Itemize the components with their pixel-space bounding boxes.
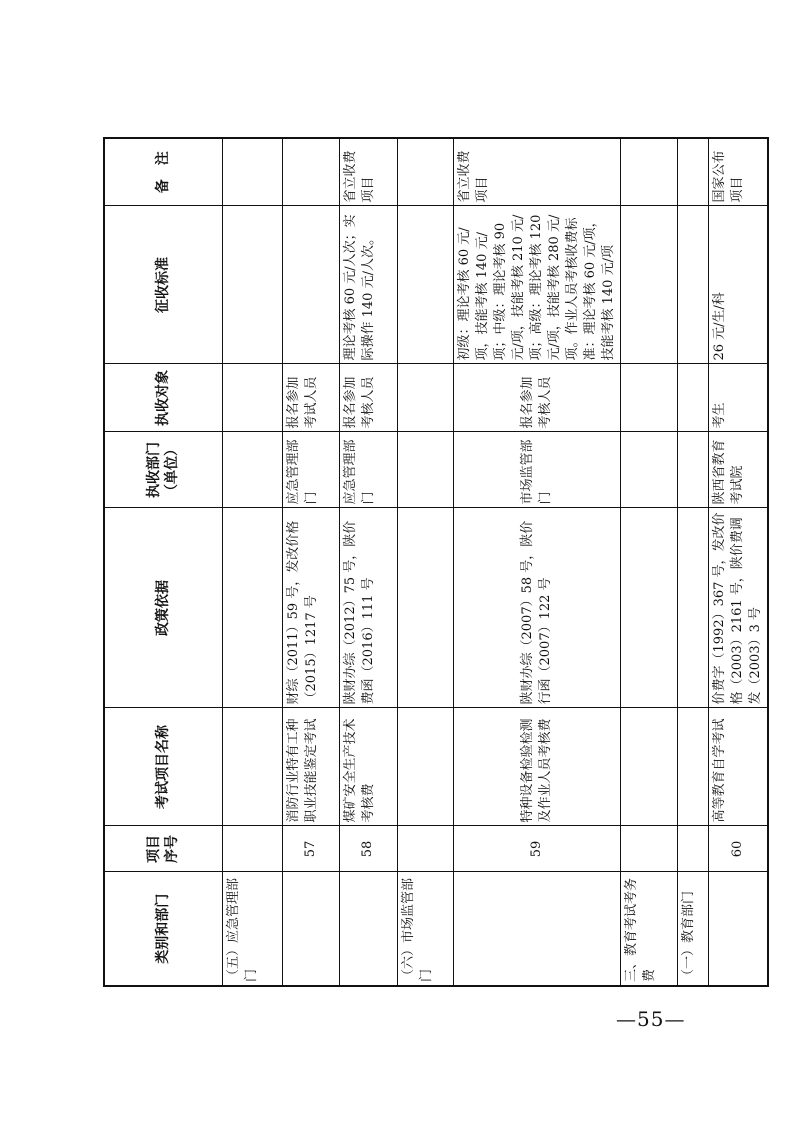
cell-dept: 应急管理部门	[282, 432, 339, 508]
cell-policy: 陕财办综（2012）75 号，陕价费函（2016）111 号	[339, 508, 397, 708]
cell-item: 高等教育自学考试	[708, 708, 768, 826]
cell-remark	[677, 138, 708, 206]
cell-item: 特种设备检验检测及作业人员考核费	[453, 708, 620, 826]
cell-category: （五）应急管理部门	[222, 872, 282, 986]
cell-dept	[620, 432, 677, 508]
cell-target: 考生	[708, 364, 768, 432]
cell-category	[282, 872, 339, 986]
header-category: 类别和部门	[104, 872, 222, 986]
cell-remark	[222, 138, 282, 206]
cell-seq: 60	[708, 826, 768, 872]
cell-category: （六）市场监管部门	[397, 872, 453, 986]
cell-policy: 财综（2011）59 号，发改价格（2015）1217 号	[282, 508, 339, 708]
cell-target	[677, 364, 708, 432]
cell-dept: 市场监管部门	[453, 432, 620, 508]
cell-policy: 价费字（1992）367 号，发改价格（2003）2161 号，陕价费调发（2003）3 号	[708, 508, 768, 708]
cell-seq	[620, 826, 677, 872]
cell-seq	[677, 826, 708, 872]
table-row	[397, 138, 453, 986]
table-row	[282, 138, 339, 986]
cell-dept	[222, 432, 282, 508]
cell-standard: 初级：理论考核 60 元/项，技能考核 140 元/项；中级：理论考核 90 元/项，技能考核 210 元/项；高级：理论考核 120 元/项，技能考核 280 元/项。作业人员考核收费标准：理论考核 60 元/项，技能考核 140 元/项	[453, 206, 620, 364]
header-seq: 项目序号	[104, 826, 222, 872]
header-policy: 政策依据	[104, 508, 222, 708]
cell-policy: 陕财办综（2007）58 号，陕价行函（2007）122 号	[453, 508, 620, 708]
rotated-table-container	[103, 139, 763, 987]
cell-item	[620, 708, 677, 826]
cell-standard	[222, 206, 282, 364]
cell-seq: 59	[453, 826, 620, 872]
cell-item	[677, 708, 708, 826]
table-row	[708, 138, 768, 986]
cell-policy	[677, 508, 708, 708]
header-standard: 征收标准	[104, 206, 222, 364]
cell-dept: 陕西省教育考试院	[708, 432, 768, 508]
cell-remark	[620, 138, 677, 206]
table-row	[677, 138, 708, 986]
cell-target	[620, 364, 677, 432]
cell-target	[397, 364, 453, 432]
cell-standard	[620, 206, 677, 364]
cell-standard	[282, 206, 339, 364]
header-target: 执收对象	[104, 364, 222, 432]
cell-remark	[397, 138, 453, 206]
cell-dept	[677, 432, 708, 508]
cell-seq: 58	[339, 826, 397, 872]
cell-item: 消防行业特有工种职业技能鉴定考试	[282, 708, 339, 826]
header-item: 考试项目名称	[104, 708, 222, 826]
cell-dept: 应急管理部门	[339, 432, 397, 508]
cell-standard	[397, 206, 453, 364]
table-row	[453, 138, 620, 986]
cell-item	[222, 708, 282, 826]
cell-remark: 国家公布项目	[708, 138, 768, 206]
cell-standard	[677, 206, 708, 364]
cell-policy	[222, 508, 282, 708]
cell-item	[397, 708, 453, 826]
page-number: —55—	[616, 1007, 686, 1031]
table-row	[222, 138, 282, 986]
cell-target: 报名参加考试人员	[282, 364, 339, 432]
cell-category	[453, 872, 620, 986]
header-row	[104, 138, 222, 986]
fee-table	[103, 137, 769, 987]
header-dept: 执收部门（单位）	[104, 432, 222, 508]
cell-category	[708, 872, 768, 986]
cell-standard: 理论考核 60 元/人次；实际操作 140 元/人次。	[339, 206, 397, 364]
cell-remark	[282, 138, 339, 206]
cell-target: 报名参加考核人员	[453, 364, 620, 432]
cell-standard: 26 元/生/科	[708, 206, 768, 364]
cell-seq	[397, 826, 453, 872]
cell-seq: 57	[282, 826, 339, 872]
cell-policy	[397, 508, 453, 708]
cell-item: 煤矿安全生产技术考核费	[339, 708, 397, 826]
cell-remark: 省立收费项目	[453, 138, 620, 206]
table-row	[339, 138, 397, 986]
cell-policy	[620, 508, 677, 708]
header-remark: 备 注	[104, 138, 222, 206]
cell-category	[339, 872, 397, 986]
cell-dept	[397, 432, 453, 508]
cell-target	[222, 364, 282, 432]
cell-category: （一）教育部门	[677, 872, 708, 986]
cell-seq	[222, 826, 282, 872]
cell-remark: 省立收费项目	[339, 138, 397, 206]
cell-category: 三、教育考试考务费	[620, 872, 677, 986]
table-row	[620, 138, 677, 986]
cell-target: 报名参加考核人员	[339, 364, 397, 432]
